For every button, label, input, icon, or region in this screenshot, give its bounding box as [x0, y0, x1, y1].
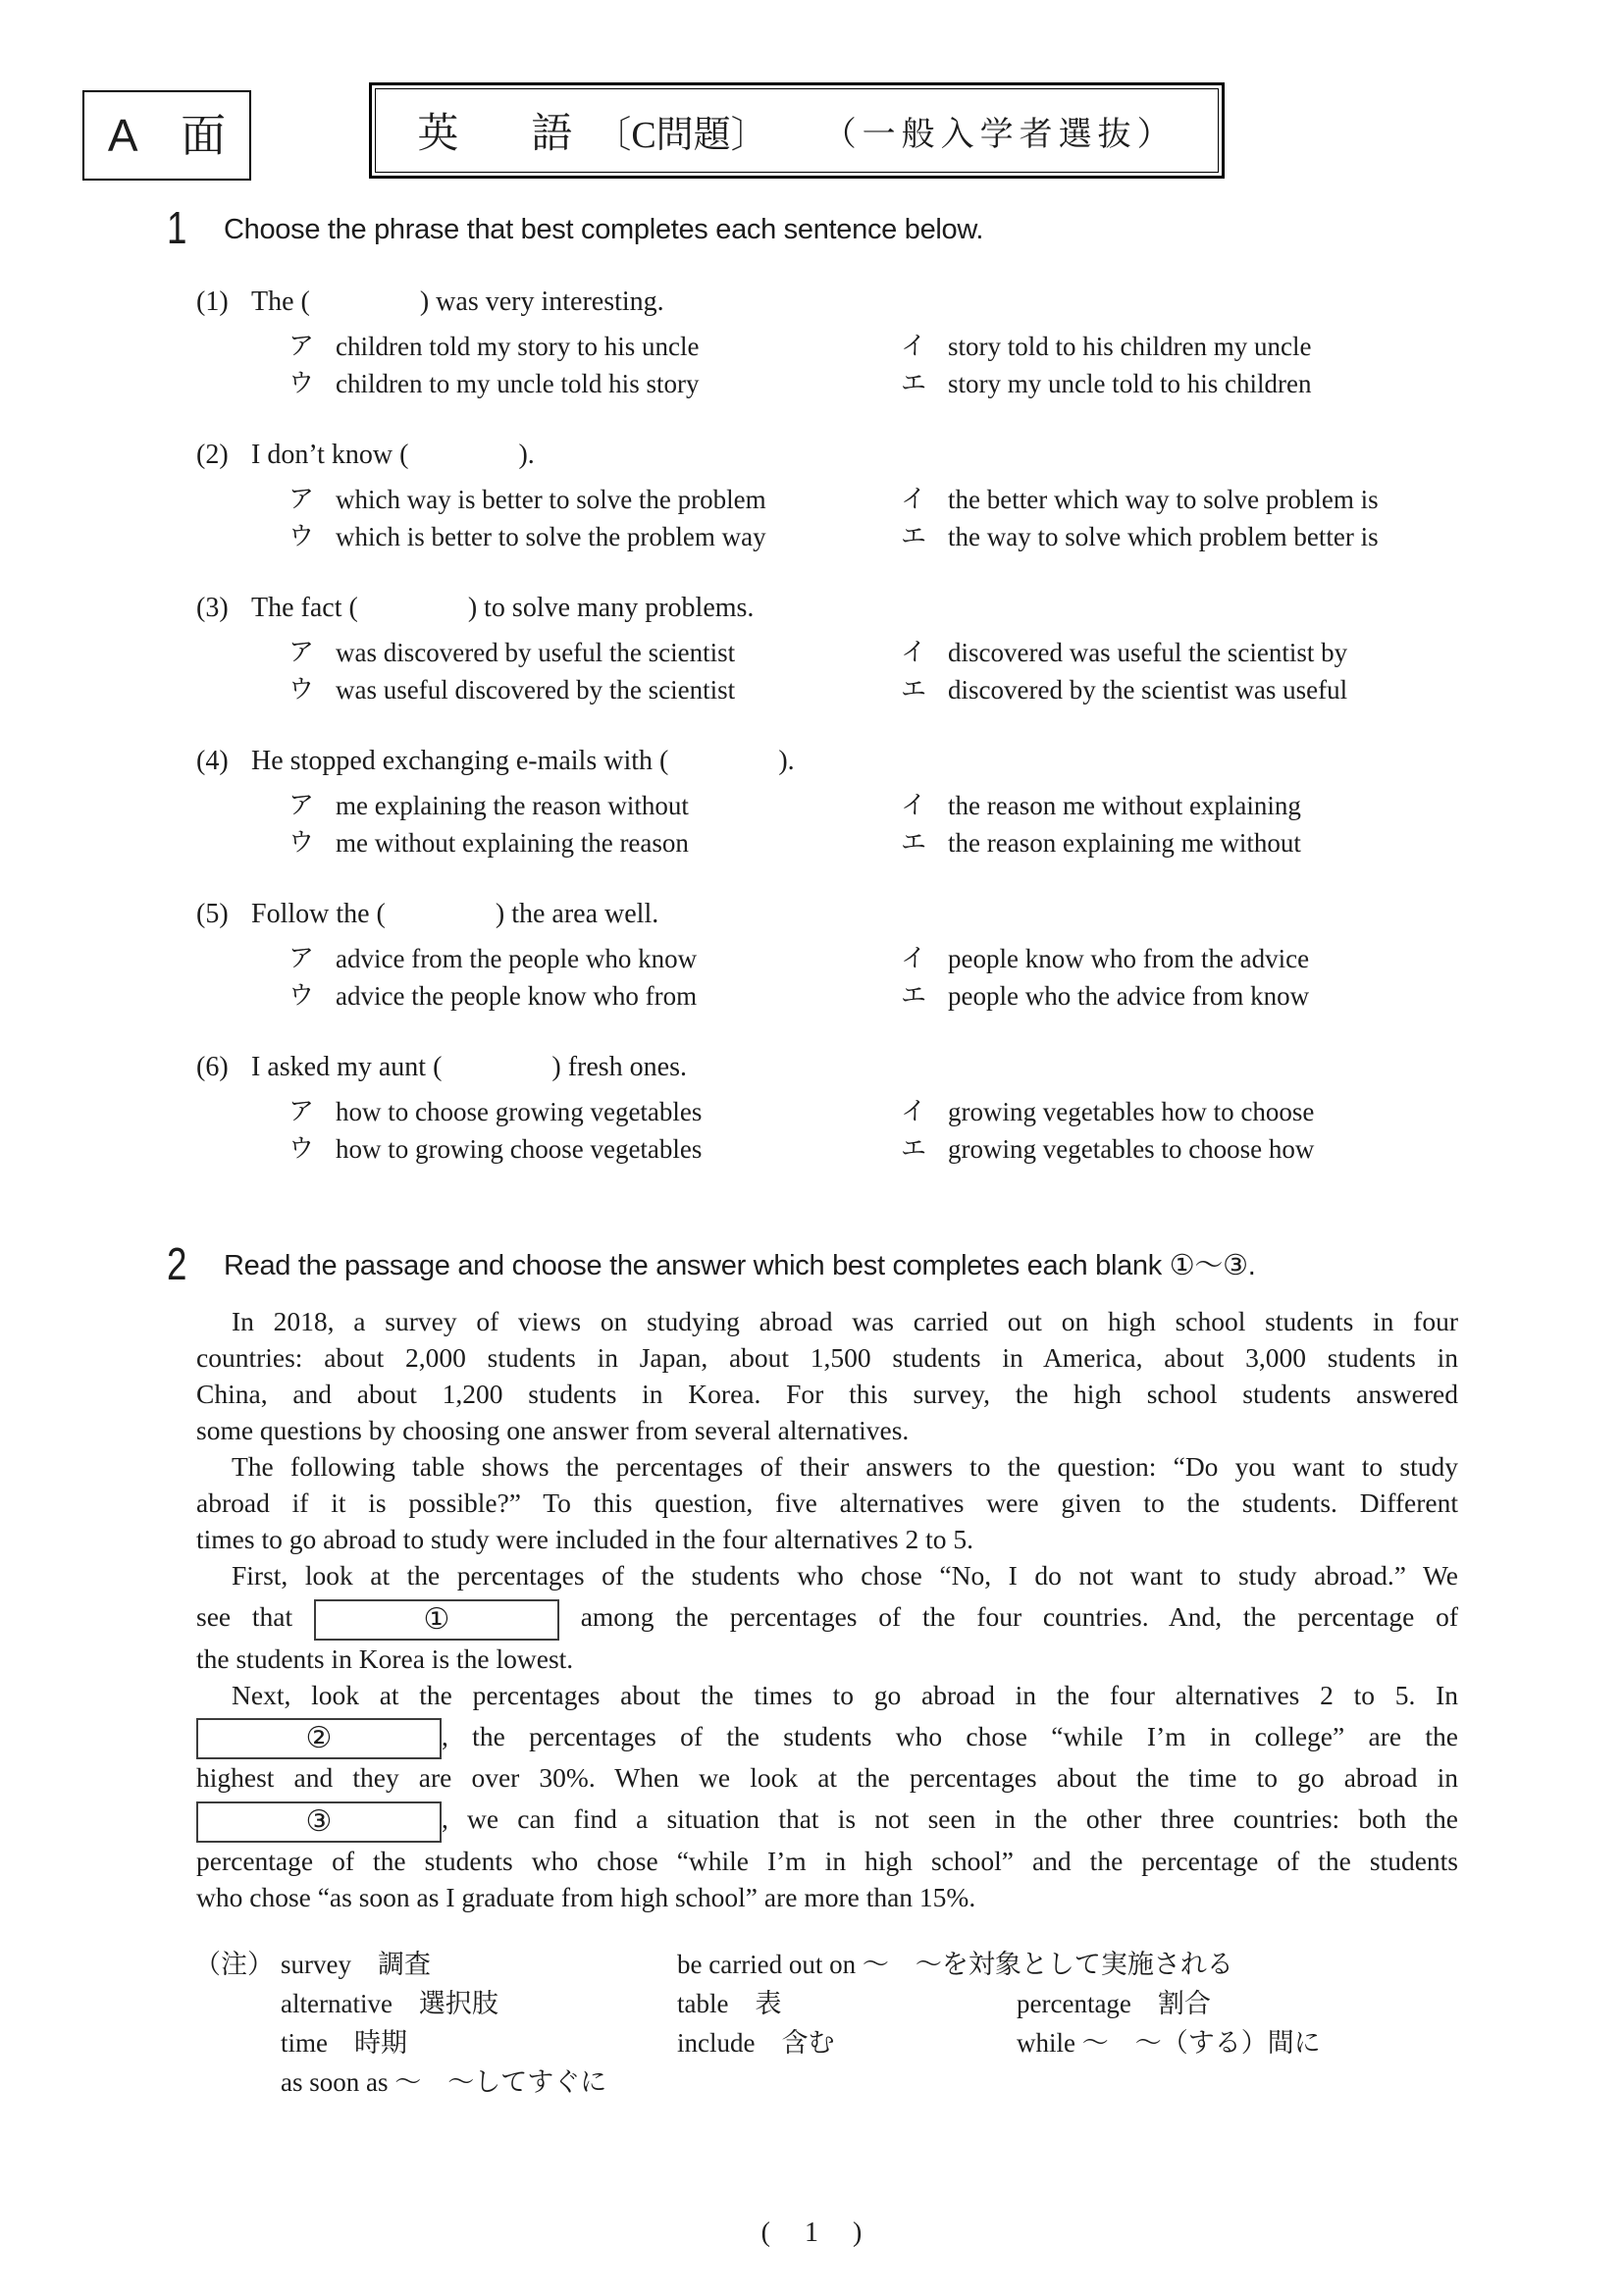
blank-box-1	[314, 1599, 559, 1641]
section-1-number: 1	[167, 202, 187, 253]
question-stem: I don’t know ( ).	[251, 440, 535, 470]
question-3	[196, 589, 1623, 708]
option-a	[288, 481, 901, 518]
option-e	[901, 365, 1623, 402]
blank-box-2	[196, 1718, 442, 1759]
option-marker: イ	[901, 485, 927, 513]
option-text: advice from the people who know	[336, 944, 698, 973]
option-marker: イ	[901, 638, 927, 666]
option-a	[288, 634, 901, 671]
option-marker: ウ	[288, 1134, 315, 1163]
note-item: be carried out on ～ ～を対象として実施される	[677, 1950, 1233, 1980]
question-number: (3)	[196, 593, 229, 623]
passage-line: percentage of the students who chose “while I’m in high school” and the percentage of the students	[196, 1846, 1458, 1877]
option-u	[288, 1130, 901, 1168]
passage-line: the students in Korea is the lowest.	[196, 1643, 574, 1674]
passage-text: , the percentages of the students who chose “while I’m in college” are the	[442, 1720, 1458, 1751]
question-4	[196, 742, 1623, 861]
option-text: children told my story to his uncle	[336, 332, 700, 361]
option-e	[901, 824, 1623, 861]
option-u	[288, 824, 901, 861]
option-marker: エ	[901, 522, 927, 550]
passage-line: In 2018, a survey of views on studying abroad was carried out on high school students in four	[232, 1306, 1458, 1336]
passage-line: countries: about 2,000 students in Japan, about 1,500 students in America, about 3,000 students in	[196, 1342, 1458, 1373]
options-grid	[288, 787, 1623, 861]
options-grid	[288, 1093, 1623, 1168]
question-stem-row	[196, 436, 1623, 475]
options-grid	[288, 328, 1623, 402]
option-text: which is better to solve the problem way	[336, 522, 766, 551]
question-number: (2)	[196, 440, 229, 470]
option-marker: エ	[901, 828, 927, 857]
note-item: survey 調査	[281, 1950, 431, 1980]
option-marker: エ	[901, 981, 927, 1010]
options-grid	[288, 481, 1623, 555]
option-marker: ウ	[288, 828, 315, 857]
options-grid	[288, 940, 1623, 1015]
side-label: A 面	[107, 110, 227, 161]
question-2	[196, 436, 1623, 555]
option-marker: イ	[901, 1097, 927, 1125]
question-6	[196, 1048, 1623, 1168]
option-u	[288, 518, 901, 555]
passage-text: , we can find a situation that is not seen in the other three countries: both the	[442, 1803, 1458, 1835]
option-text: the reason explaining me without	[948, 828, 1301, 858]
option-marker: ウ	[288, 522, 315, 550]
option-i	[901, 634, 1623, 671]
passage-line: China, and about 1,200 students in Korea. For this survey, the high school students answered	[196, 1379, 1458, 1409]
passage-line-with-blank-1	[196, 1593, 1458, 1641]
option-text: story my uncle told to his children	[948, 369, 1312, 398]
question-stem: The fact ( ) to solve many problems.	[251, 593, 755, 623]
option-text: me explaining the reason without	[336, 791, 689, 820]
note-label: （注）	[194, 1950, 274, 1980]
option-marker: エ	[901, 369, 927, 397]
option-text: the better which way to solve problem is	[948, 485, 1379, 514]
option-a	[288, 940, 901, 977]
exam-selection-type: （一般入学者選抜）	[822, 116, 1177, 153]
circled-number-3: ③	[305, 1804, 333, 1840]
option-marker: エ	[901, 1134, 927, 1163]
option-text: discovered by the scientist was useful	[948, 675, 1348, 704]
section-2-number: 2	[167, 1238, 187, 1289]
section-2-instruction: Read the passage and choose the answer which best completes each blank ①～③.	[224, 1250, 1256, 1281]
section-1-instruction: Choose the phrase that best completes each sentence below.	[224, 214, 984, 245]
note-item: table 表	[677, 1989, 782, 2019]
exam-problem-type: 〔C問題〕	[594, 114, 768, 156]
option-marker: イ	[901, 332, 927, 360]
option-marker: ウ	[288, 981, 315, 1010]
note-item: percentage 割合	[1017, 1989, 1211, 2019]
note-item: while ～ ～（する）間に	[1017, 2028, 1321, 2059]
option-a	[288, 328, 901, 365]
option-text: me without explaining the reason	[336, 828, 689, 858]
option-marker: イ	[901, 791, 927, 819]
option-marker: ウ	[288, 675, 315, 704]
option-i	[901, 940, 1623, 977]
option-a	[288, 1093, 901, 1130]
passage-line: The following table shows the percentages of their answers to the question: “Do you want to study	[232, 1451, 1458, 1482]
option-text: people who the advice from know	[948, 981, 1310, 1011]
question-stem-row	[196, 742, 1623, 781]
passage-line: abroad if it is possible?” To this question, five alternatives were given to the students. Different	[196, 1487, 1458, 1518]
passage-text: among the percentages of the four countries. And, the percentage of	[580, 1601, 1458, 1632]
passage-line: highest and they are over 30%. When we look at the percentages about the time to go abroad in	[196, 1762, 1458, 1794]
question-stem-row	[196, 589, 1623, 628]
question-stem: He stopped exchanging e-mails with ( ).	[251, 746, 795, 776]
passage-line: First, look at the percentages of the students who chose “No, I do not want to study abroad.” We	[232, 1560, 1458, 1591]
option-u	[288, 365, 901, 402]
option-e	[901, 518, 1623, 555]
option-text: was discovered by useful the scientist	[336, 638, 736, 667]
circled-number-1: ①	[423, 1601, 450, 1637]
passage-line: who chose “as soon as I graduate from high school” are more than 15%.	[196, 1882, 976, 1913]
option-text: growing vegetables how to choose	[948, 1097, 1315, 1126]
section-1-header	[167, 202, 1623, 253]
passage-line: some questions by choosing one answer from several alternatives.	[196, 1415, 910, 1445]
passage-text: see that	[196, 1601, 293, 1632]
option-marker: ア	[288, 791, 315, 819]
question-1	[196, 283, 1623, 402]
option-marker: ア	[288, 1097, 315, 1125]
question-stem: I asked my aunt ( ) fresh ones.	[251, 1052, 688, 1082]
exam-subject: 英 語	[417, 112, 589, 157]
question-stem-row	[196, 895, 1623, 934]
option-marker: イ	[901, 944, 927, 972]
option-a	[288, 787, 901, 824]
question-number: (4)	[196, 746, 229, 776]
option-e	[901, 1130, 1623, 1168]
option-i	[901, 787, 1623, 824]
option-i	[901, 1093, 1623, 1130]
circled-number-2: ②	[305, 1721, 333, 1756]
option-text: children to my uncle told his story	[336, 369, 700, 398]
note-item: as soon as ～ ～してすぐに	[281, 2067, 607, 2098]
option-marker: ア	[288, 638, 315, 666]
option-text: story told to his children my uncle	[948, 332, 1312, 361]
question-stem: The ( ) was very interesting.	[251, 287, 664, 317]
option-text: growing vegetables to choose how	[948, 1134, 1315, 1164]
vocabulary-notes	[194, 1945, 1623, 2102]
option-text: how to growing choose vegetables	[336, 1134, 703, 1164]
option-marker: ウ	[288, 369, 315, 397]
note-item: time 時期	[281, 2028, 407, 2059]
option-text: the reason me without explaining	[948, 791, 1301, 820]
option-e	[901, 977, 1623, 1015]
option-marker: ア	[288, 332, 315, 360]
question-stem-row	[196, 283, 1623, 322]
option-u	[288, 671, 901, 708]
question-stem-row	[196, 1048, 1623, 1087]
question-number: (5)	[196, 899, 229, 929]
passage-line: times to go abroad to study were included in the four alternatives 2 to 5.	[196, 1524, 973, 1554]
option-text: was useful discovered by the scientist	[336, 675, 736, 704]
option-e	[901, 671, 1623, 708]
option-text: the way to solve which problem better is	[948, 522, 1379, 551]
passage-line: Next, look at the percentages about the times to go abroad in the four alternatives 2 to 5. In	[232, 1679, 1458, 1710]
option-text: advice the people know who from	[336, 981, 698, 1011]
options-grid	[288, 634, 1623, 708]
option-marker: エ	[901, 675, 927, 704]
passage	[196, 1303, 1458, 1915]
note-item: alternative 選択肢	[281, 1989, 498, 2019]
question-stem: Follow the ( ) the area well.	[251, 899, 659, 929]
option-text: which way is better to solve the problem	[336, 485, 766, 514]
section-2-header	[167, 1238, 1623, 1289]
blank-box-3	[196, 1801, 442, 1843]
option-marker: ア	[288, 944, 315, 972]
option-text: discovered was useful the scientist by	[948, 638, 1348, 667]
question-number: (1)	[196, 287, 229, 317]
passage-line-with-blank-3	[196, 1796, 1458, 1843]
passage-line-with-blank-2	[196, 1713, 1458, 1760]
note-item: include 含む	[677, 2028, 835, 2059]
option-u	[288, 977, 901, 1015]
option-i	[901, 328, 1623, 365]
question-5	[196, 895, 1623, 1015]
option-text: people know who from the advice	[948, 944, 1310, 973]
question-number: (6)	[196, 1052, 229, 1082]
option-marker: ア	[288, 485, 315, 513]
option-text: how to choose growing vegetables	[336, 1097, 703, 1126]
notes-grid	[281, 1945, 1321, 2102]
page-number: ( 1 )	[760, 2218, 863, 2248]
option-i	[901, 481, 1623, 518]
